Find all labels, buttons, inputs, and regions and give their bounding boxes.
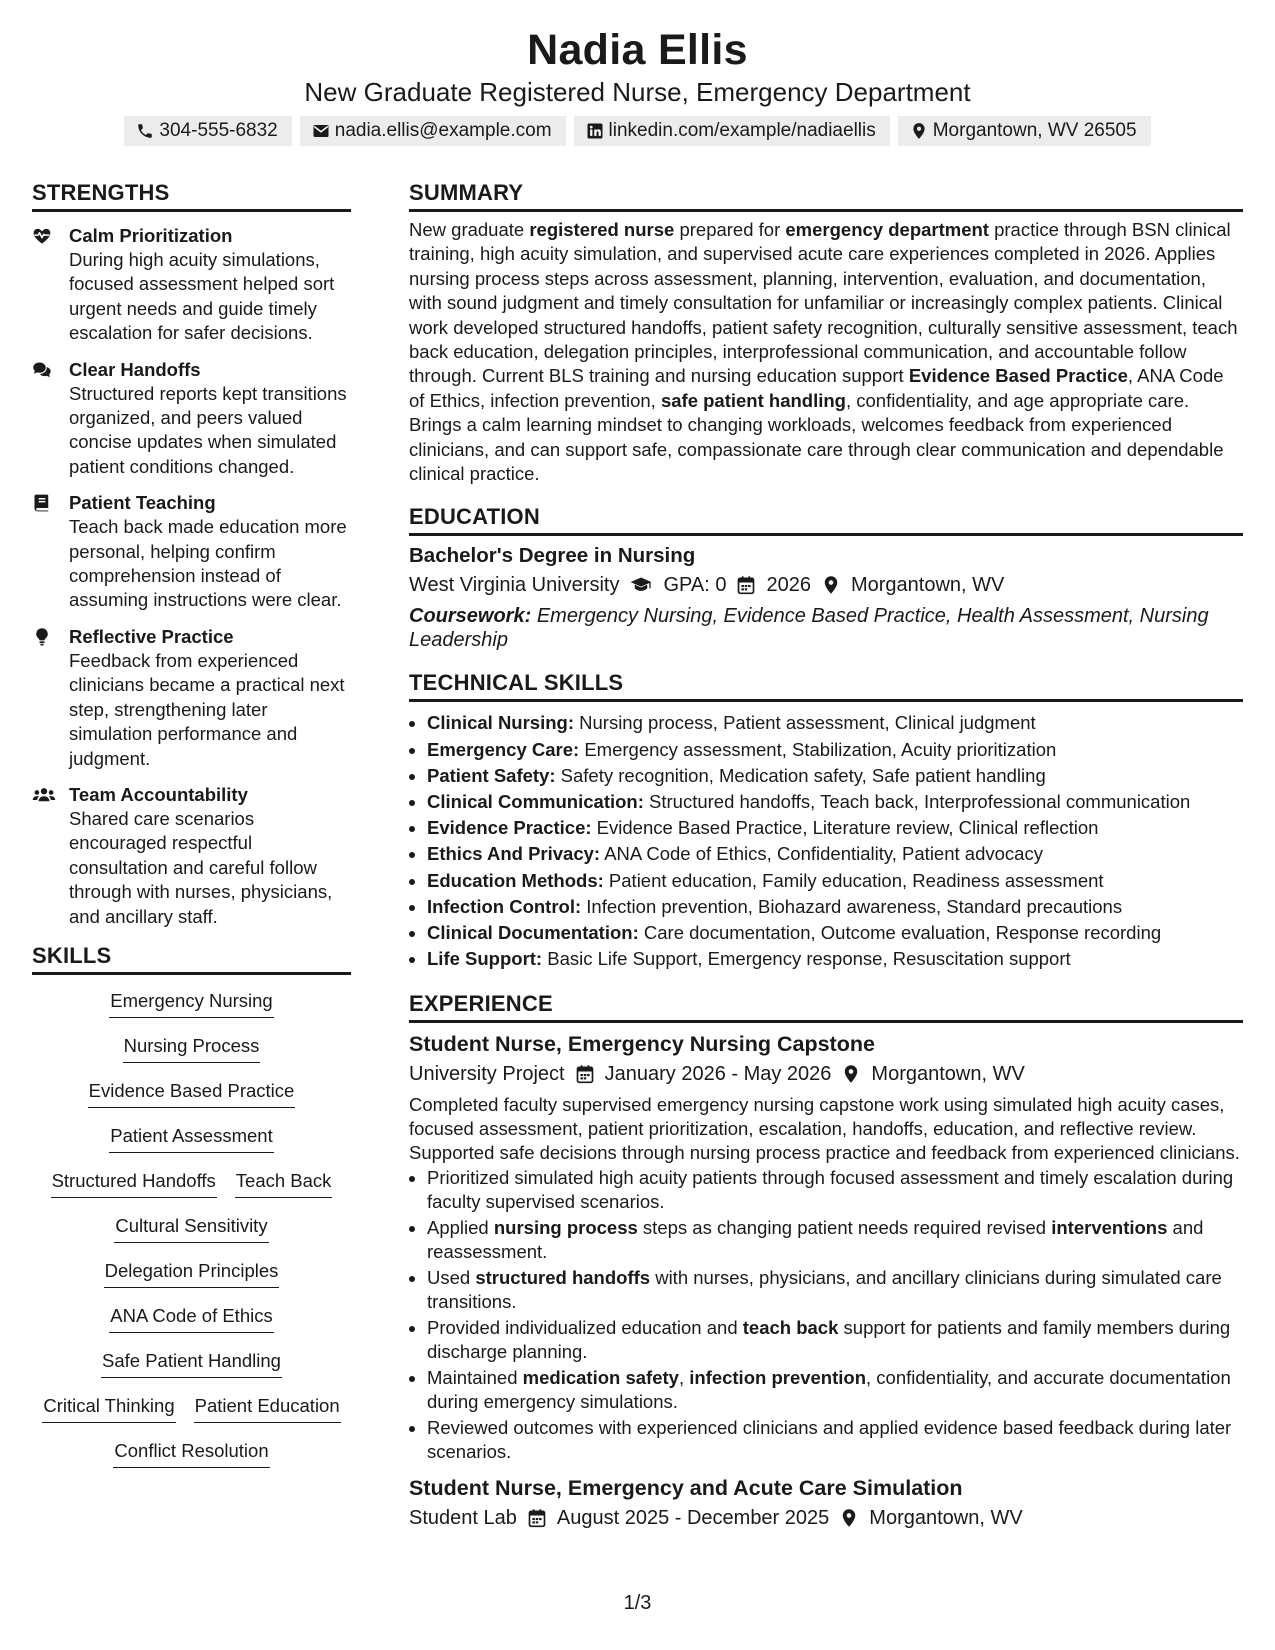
- strengths-list: [32, 224, 351, 929]
- text-run: Maintained: [427, 1366, 523, 1388]
- skills-row: [88, 1079, 296, 1124]
- technical-skills-heading: TECHNICAL SKILLS: [409, 668, 1243, 702]
- technical-skill-label: Clinical Documentation:: [427, 922, 639, 944]
- graduation-cap-icon: [629, 575, 653, 595]
- skill-tag: Cultural Sensitivity: [114, 1214, 268, 1243]
- graduation-year: 2026: [766, 574, 811, 597]
- job-meta: [409, 1503, 1243, 1533]
- job-meta: [409, 1059, 1243, 1089]
- map-pin-icon: [839, 1508, 859, 1528]
- comments-icon: [32, 360, 52, 380]
- skill-tag: Critical Thinking: [42, 1394, 175, 1423]
- strength-description: Feedback from experienced clinicians became a practical next step, strengthening later simulation performance and judgment.: [69, 649, 345, 769]
- job-bullets: [409, 1166, 1243, 1465]
- summary-text: [409, 218, 1243, 486]
- contact-phone[interactable]: [124, 116, 291, 146]
- technical-skill-item: [427, 946, 1243, 972]
- job-dates: August 2025 - December 2025: [556, 1506, 830, 1529]
- bold-text: Evidence Based Practice: [908, 365, 1128, 387]
- bold-text: interventions: [1051, 1216, 1168, 1238]
- technical-skill-item: [427, 710, 1243, 736]
- skill-tag: Safe Patient Handling: [101, 1349, 282, 1378]
- technical-skill-value: ANA Code of Ethics, Confidentiality, Patient advocacy: [600, 843, 1043, 865]
- school-location: Morgantown, WV: [850, 574, 1005, 597]
- technical-skill-label: Evidence Practice:: [427, 817, 592, 839]
- text-run: steps as changing patient needs required revised: [637, 1216, 1052, 1238]
- skills-heading: SKILLS: [32, 941, 351, 975]
- text-run: , confidentiality, and accurate documentation during emergency simulations.: [427, 1366, 1231, 1413]
- technical-skill-label: Ethics And Privacy:: [427, 843, 601, 865]
- education-section: [409, 502, 1243, 652]
- coursework-list: Emergency Nursing, Evidence Based Practice, Health Assessment, Nursing Leadership: [409, 605, 1209, 652]
- technical-skill-item: [427, 868, 1243, 894]
- contact-bar: [0, 116, 1275, 146]
- job-organization: University Project: [409, 1062, 565, 1085]
- text-run: practice through BSN clinical training, high acuity simulation, and supervised acute care experiences completed in 2026. Applies nursing process steps across assessment, planning, intervention, evaluation, and documentation, with sound judgment and timely consultation for unfamiliar or increasingly complex patients. Clinical work developed structured handoffs, patient safety recognition, culturally sensitive assessment, teach back education, delegation principles, interprofessional communication, and accountable follow through. Current BLS training and nursing education support: [409, 219, 1238, 387]
- job-location: Morgantown, WV: [869, 1506, 1023, 1529]
- strength-item: [32, 491, 351, 613]
- calendar-icon: [736, 575, 756, 595]
- calendar-icon: [527, 1508, 547, 1528]
- lightbulb-icon: [32, 627, 52, 647]
- technical-skill-value: Structured handoffs, Teach back, Interprofessional communication: [643, 791, 1191, 813]
- technical-skill-label: Emergency Care:: [427, 738, 580, 760]
- bold-text: medication safety: [522, 1366, 679, 1388]
- strength-description: During high acuity simulations, focused assessment helped sort urgent needs and guide timely escalation for safer decisions.: [69, 249, 335, 344]
- users-icon: [32, 785, 56, 805]
- skill-tag: Nursing Process: [123, 1034, 261, 1063]
- strength-item: [32, 625, 351, 771]
- job-bullet: [427, 1166, 1243, 1215]
- strength-item: [32, 783, 351, 929]
- skill-tag: Structured Handoffs: [51, 1169, 217, 1198]
- phone-text: 304-555-6832: [159, 120, 278, 141]
- job-location: Morgantown, WV: [871, 1062, 1025, 1085]
- gpa-text: GPA: 0: [663, 574, 727, 597]
- education-meta: [409, 570, 1243, 600]
- bold-text: teach back: [742, 1316, 839, 1338]
- school-name: West Virginia University: [409, 574, 620, 597]
- book-icon: [32, 493, 52, 513]
- coursework-label: Coursework:: [409, 605, 532, 628]
- text-run: Applied: [427, 1216, 494, 1238]
- skills-row: [109, 1304, 273, 1349]
- strength-description: Structured reports kept transitions organized, and peers valued concise updates when simulated patient conditions changed.: [69, 382, 347, 477]
- technical-skill-value: Care documentation, Outcome evaluation, Response recording: [638, 922, 1162, 944]
- skills-row: [104, 1259, 280, 1304]
- text-run: , confidentiality, and age appropriate care. Brings a calm learning mindset to changing workloads, welcomes feedback from experienced clinicians, and can support safe, compassionate care through clear communication and dependable clinical practice.: [409, 389, 1224, 485]
- text-run: with nurses, physicians, and ancillary clinicians during simulated care transitions.: [427, 1266, 1222, 1313]
- job-bullet: [427, 1216, 1243, 1265]
- technical-skill-item: [427, 763, 1243, 789]
- technical-skill-value: Nursing process, Patient assessment, Clinical judgment: [574, 712, 1036, 734]
- left-column: [32, 178, 351, 1484]
- job-title: Student Nurse, Emergency and Acute Care Simulation: [409, 1475, 963, 1500]
- technical-skill-value: Emergency assessment, Stabilization, Acuity prioritization: [579, 738, 1057, 760]
- page-number: 1/3: [623, 1592, 652, 1614]
- technical-skill-label: Education Methods:: [427, 869, 604, 891]
- phone-icon: [136, 122, 154, 140]
- skill-tag: Evidence Based Practice: [88, 1079, 296, 1108]
- experience-heading: EXPERIENCE: [409, 989, 1243, 1023]
- skills-row: [101, 1349, 282, 1394]
- education-heading: EDUCATION: [409, 502, 1243, 536]
- linkedin-icon: [586, 122, 604, 140]
- text-run: Provided individualized education and: [427, 1316, 743, 1338]
- heartbeat-icon: [32, 226, 52, 246]
- strength-item: [32, 358, 351, 480]
- map-pin-icon: [841, 1064, 861, 1084]
- technical-skill-item: [427, 815, 1243, 841]
- strength-description: Teach back made education more personal, helping confirm comprehension instead of assuming instructions were clear.: [69, 516, 347, 611]
- linkedin-text: linkedin.com/example/nadiaellis: [608, 120, 876, 141]
- bold-text: registered nurse: [529, 219, 675, 240]
- location-text: Morgantown, WV 26505: [932, 120, 1137, 141]
- job-organization: Student Lab: [409, 1506, 517, 1529]
- envelope-icon: [312, 122, 330, 140]
- skill-tag: Teach Back: [235, 1169, 333, 1198]
- contact-linkedin[interactable]: [574, 116, 890, 146]
- summary-heading: SUMMARY: [409, 178, 1243, 212]
- right-column: [409, 178, 1243, 1533]
- resume-header: [0, 24, 1275, 146]
- skill-tag: Patient Education: [194, 1394, 341, 1423]
- job-bullet: [427, 1366, 1243, 1415]
- job-title: Student Nurse, Emergency Nursing Capstone: [409, 1031, 875, 1056]
- skills-row: [114, 1214, 268, 1259]
- technical-skill-label: Infection Control:: [427, 895, 582, 917]
- skills-row: [109, 1124, 273, 1169]
- strength-title: Patient Teaching: [69, 492, 216, 514]
- technical-skill-value: Basic Life Support, Emergency response, Resuscitation support: [542, 948, 1071, 970]
- strength-title: Clear Handoffs: [69, 358, 201, 380]
- strength-title: Calm Prioritization: [69, 225, 233, 246]
- technical-skill-item: [427, 737, 1243, 763]
- text-run: New graduate: [409, 219, 530, 240]
- bold-text: structured handoffs: [475, 1266, 651, 1288]
- skill-tag: Patient Assessment: [109, 1124, 273, 1153]
- technical-skills-section: [409, 668, 1243, 972]
- skill-tag: Emergency Nursing: [109, 989, 273, 1018]
- technical-skill-item: [427, 894, 1243, 920]
- calendar-icon: [575, 1064, 595, 1084]
- technical-skills-list: [409, 710, 1243, 972]
- job-description: Completed faculty supervised emergency nursing capstone work using simulated high acuity cases, focused assessment, patient prioritization, escalation, handoffs, education, and reflective review. Supported safe decisions through nursing process practice and feedback from experienced clinicians.: [409, 1093, 1240, 1164]
- text-run: Reviewed outcomes with experienced clinicians and applied evidence based feedback during later scenarios.: [427, 1416, 1232, 1463]
- skill-tag: ANA Code of Ethics: [109, 1304, 273, 1333]
- bold-text: nursing process: [493, 1216, 638, 1238]
- technical-skill-item: [427, 841, 1243, 867]
- job-bullet: [427, 1416, 1243, 1465]
- text-run: and reassessment.: [427, 1216, 1204, 1263]
- candidate-role: New Graduate Registered Nurse, Emergency Department: [304, 77, 971, 107]
- skill-tag: Delegation Principles: [104, 1259, 280, 1288]
- strength-title: Reflective Practice: [69, 625, 234, 647]
- coursework: [409, 604, 1243, 652]
- technical-skill-value: Safety recognition, Medication safety, Safe patient handling: [555, 764, 1046, 786]
- technical-skill-value: Evidence Based Practice, Literature review, Clinical reflection: [591, 817, 1099, 839]
- skills-row: [113, 1439, 269, 1484]
- technical-skill-label: Patient Safety:: [427, 764, 556, 786]
- experience-section: [409, 989, 1243, 1533]
- technical-skill-value: Infection prevention, Biohazard awareness, Standard precautions: [581, 895, 1123, 917]
- text-run: Used: [427, 1266, 476, 1288]
- text-run: support for patients and family members during discharge planning.: [427, 1316, 1231, 1363]
- job-bullet: [427, 1266, 1243, 1315]
- technical-skill-label: Life Support:: [427, 948, 543, 970]
- email-text: nadia.ellis@example.com: [334, 120, 552, 141]
- technical-skill-label: Clinical Nursing:: [427, 712, 574, 734]
- contact-location: [898, 116, 1151, 146]
- strength-title: Team Accountability: [69, 783, 248, 805]
- skills-row: [123, 1034, 261, 1079]
- skills-row: [109, 989, 273, 1034]
- bold-text: safe patient handling: [660, 389, 846, 411]
- technical-skill-item: [427, 920, 1243, 946]
- candidate-name: Nadia Ellis: [527, 26, 748, 74]
- text-run: ,: [678, 1366, 690, 1388]
- job-dates: January 2026 - May 2026: [604, 1062, 832, 1085]
- skills-tag-cloud: [32, 989, 351, 1484]
- skills-row: [51, 1169, 333, 1214]
- bold-text: infection prevention: [689, 1366, 867, 1388]
- text-run: , ANA Code of Ethics, infection prevention,: [409, 365, 1224, 411]
- skills-row: [42, 1394, 340, 1439]
- technical-skill-label: Clinical Communication:: [427, 791, 644, 813]
- strength-item: [32, 224, 351, 346]
- text-run: Prioritized simulated high acuity patients through focused assessment and timely escalation during faculty supervised scenarios.: [427, 1166, 1234, 1213]
- technical-skill-item: [427, 789, 1243, 815]
- bold-text: emergency department: [785, 219, 989, 240]
- job-bullet: [427, 1316, 1243, 1365]
- map-pin-icon: [910, 122, 928, 140]
- strengths-heading: STRENGTHS: [32, 178, 351, 212]
- technical-skill-value: Patient education, Family education, Readiness assessment: [603, 869, 1104, 891]
- skill-tag: Conflict Resolution: [113, 1439, 269, 1468]
- map-pin-icon: [821, 575, 841, 595]
- text-run: prepared for: [674, 219, 786, 240]
- degree-title: Bachelor's Degree in Nursing: [409, 544, 696, 568]
- strength-description: Shared care scenarios encouraged respectful consultation and careful follow through with nurses, physicians, and ancillary staff.: [69, 807, 333, 927]
- contact-email[interactable]: [300, 116, 566, 146]
